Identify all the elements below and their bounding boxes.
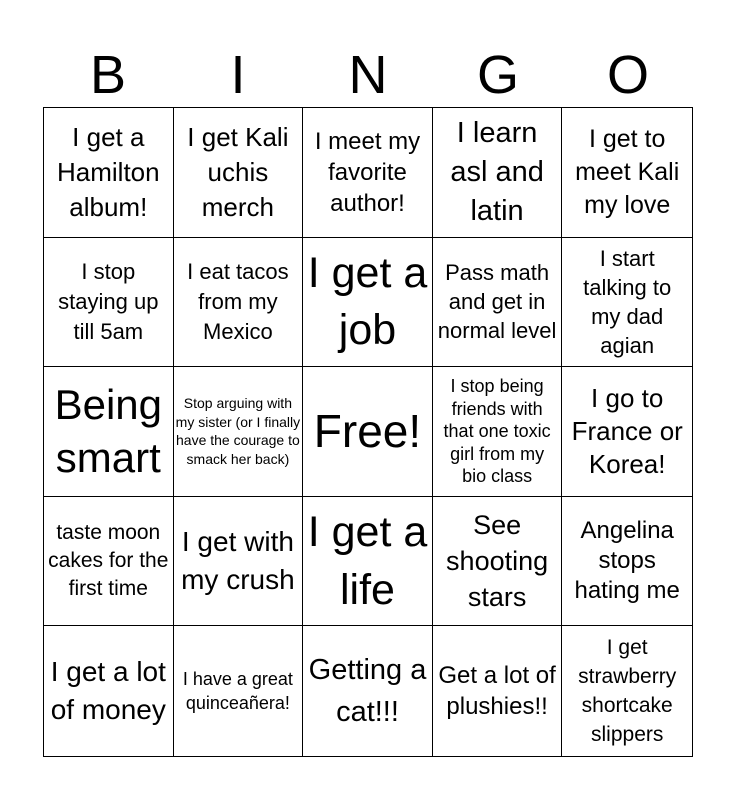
bingo-cell-text: I stop being friends with that one toxic girl from my bio class [443, 376, 551, 487]
bingo-cell [303, 626, 433, 756]
bingo-cell-text: I have a great quinceañera! [182, 669, 293, 714]
bingo-cell-text: I go to France or Korea! [571, 382, 683, 479]
bingo-cell [44, 367, 174, 497]
bingo-cell-text: I get with my crush [181, 525, 295, 596]
bingo-cell-text: I get strawberry shortcake slippers [578, 636, 677, 747]
bingo-cell [562, 626, 692, 756]
bingo-cell-text: I get a job [307, 248, 428, 354]
bingo-cell [174, 626, 304, 756]
bingo-cell-text: Pass math and get in normal level [437, 260, 557, 344]
bingo-cell-text: I get a life [307, 508, 428, 615]
bingo-cell [433, 497, 563, 627]
bingo-cell [433, 108, 563, 238]
bingo-cell [303, 497, 433, 627]
bingo-cell-text: Angelina stops hating me [574, 517, 680, 605]
bingo-cell [562, 497, 692, 627]
bingo-cell-text: I learn asl and latin [450, 116, 544, 227]
bingo-cell [433, 367, 563, 497]
bingo-cell [303, 367, 433, 497]
bingo-cell [303, 238, 433, 368]
header-letter-i: I [230, 45, 246, 105]
bingo-cell [433, 626, 563, 756]
bingo-board [43, 107, 693, 757]
bingo-cell-text: I get a Hamilton album! [57, 121, 160, 222]
free-space-label: Free! [313, 405, 422, 458]
bingo-cell-text: I get Kali uchis merch [187, 121, 289, 222]
bingo-cell-text: I stop staying up till 5am [58, 258, 159, 344]
bingo-cell [44, 108, 174, 238]
header-letter-n: N [348, 45, 388, 105]
bingo-cell [174, 367, 304, 497]
bingo-cell-text: Get a lot of plushies!! [438, 662, 556, 721]
bingo-cell [44, 238, 174, 368]
bingo-cell [174, 497, 304, 627]
bingo-cell-text: Getting a cat!!! [308, 654, 427, 729]
bingo-cell-text: I get a lot of money [50, 655, 166, 726]
bingo-cell [174, 108, 304, 238]
bingo-cell [44, 497, 174, 627]
bingo-cell [44, 626, 174, 756]
header-letter-o: O [606, 45, 649, 105]
bingo-cell [303, 108, 433, 238]
header-letter-b: B [89, 45, 127, 105]
bingo-cell-text: taste moon cakes for the first time [48, 521, 169, 601]
bingo-cell-text: I start talking to my dad agian [583, 245, 672, 358]
bingo-cell [562, 238, 692, 368]
bingo-cell [562, 367, 692, 497]
bingo-cell [562, 108, 692, 238]
bingo-cell-text: I eat tacos from my Mexico [187, 258, 289, 344]
bingo-cell-text: See shooting stars [446, 510, 549, 613]
bingo-cell [174, 238, 304, 368]
header-letter-g: G [476, 45, 519, 105]
bingo-cell-text: Stop arguing with my sister (or I finally have the courage to smack her back) [175, 395, 301, 467]
bingo-cell-text: I meet my favorite author! [314, 127, 421, 217]
bingo-header [43, 44, 693, 106]
bingo-cell [433, 238, 563, 368]
bingo-cell-text: I get to meet Kali my love [575, 124, 680, 219]
bingo-cell-text: Being smart [54, 381, 162, 482]
